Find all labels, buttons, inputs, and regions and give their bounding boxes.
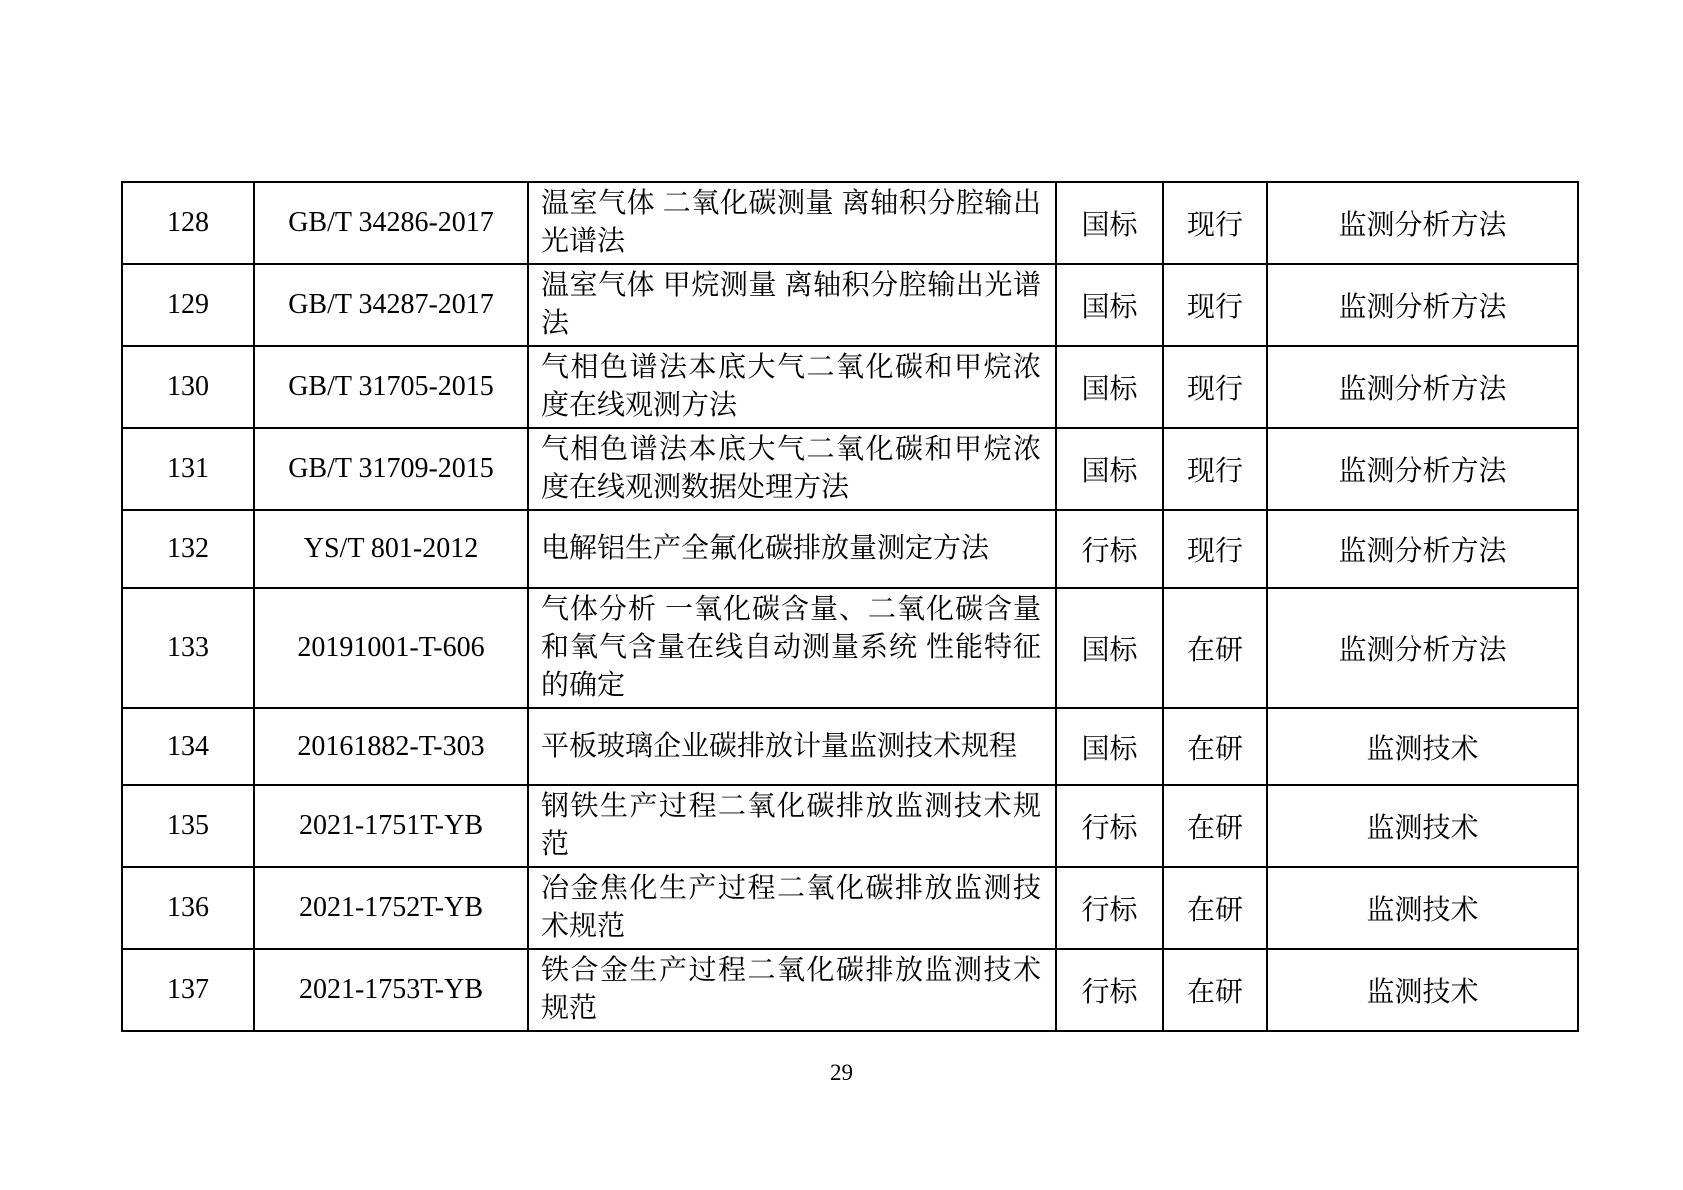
cell-name: 温室气体 甲烷测量 离轴积分腔输出光谱法 <box>528 264 1056 346</box>
cell-code: 2021-1751T-YB <box>254 785 528 867</box>
table-row <box>122 867 1578 949</box>
cell-type: 行标 <box>1056 867 1163 949</box>
cell-num: 130 <box>122 346 254 428</box>
cell-type: 行标 <box>1056 510 1163 588</box>
cell-name: 钢铁生产过程二氧化碳排放监测技术规范 <box>528 785 1056 867</box>
cell-name: 平板玻璃企业碳排放计量监测技术规程 <box>528 708 1056 785</box>
cell-num: 131 <box>122 428 254 510</box>
standards-table-body <box>122 182 1578 1031</box>
cell-type: 国标 <box>1056 708 1163 785</box>
cell-type: 国标 <box>1056 428 1163 510</box>
cell-name: 气体分析 一氧化碳含量、二氧化碳含量和氧气含量在线自动测量系统 性能特征的确定 <box>528 588 1056 708</box>
cell-name: 气相色谱法本底大气二氧化碳和甲烷浓度在线观测数据处理方法 <box>528 428 1056 510</box>
cell-num: 136 <box>122 867 254 949</box>
cell-name: 冶金焦化生产过程二氧化碳排放监测技术规范 <box>528 867 1056 949</box>
table-row <box>122 588 1578 708</box>
table-row <box>122 182 1578 264</box>
cell-category: 监测分析方法 <box>1267 588 1578 708</box>
cell-type: 行标 <box>1056 949 1163 1031</box>
cell-num: 133 <box>122 588 254 708</box>
cell-code: 2021-1752T-YB <box>254 867 528 949</box>
table-row <box>122 510 1578 588</box>
page-number: 29 <box>830 1060 853 1085</box>
cell-status: 现行 <box>1163 428 1267 510</box>
cell-category: 监测分析方法 <box>1267 264 1578 346</box>
cell-name: 气相色谱法本底大气二氧化碳和甲烷浓度在线观测方法 <box>528 346 1056 428</box>
cell-category: 监测分析方法 <box>1267 428 1578 510</box>
cell-category: 监测技术 <box>1267 785 1578 867</box>
cell-num: 128 <box>122 182 254 264</box>
cell-category: 监测分析方法 <box>1267 510 1578 588</box>
cell-num: 132 <box>122 510 254 588</box>
cell-code: 20191001-T-606 <box>254 588 528 708</box>
cell-num: 129 <box>122 264 254 346</box>
cell-code: GB/T 31709-2015 <box>254 428 528 510</box>
cell-num: 137 <box>122 949 254 1031</box>
cell-status: 在研 <box>1163 708 1267 785</box>
cell-name: 温室气体 二氧化碳测量 离轴积分腔输出光谱法 <box>528 182 1056 264</box>
table-row <box>122 949 1578 1031</box>
table-row <box>122 428 1578 510</box>
cell-name: 电解铝生产全氟化碳排放量测定方法 <box>528 510 1056 588</box>
table-row <box>122 785 1578 867</box>
cell-code: GB/T 34286-2017 <box>254 182 528 264</box>
cell-status: 现行 <box>1163 264 1267 346</box>
cell-code: 2021-1753T-YB <box>254 949 528 1031</box>
cell-name: 铁合金生产过程二氧化碳排放监测技术规范 <box>528 949 1056 1031</box>
table-row <box>122 708 1578 785</box>
cell-category: 监测技术 <box>1267 867 1578 949</box>
cell-status: 在研 <box>1163 949 1267 1031</box>
cell-type: 国标 <box>1056 588 1163 708</box>
cell-category: 监测分析方法 <box>1267 346 1578 428</box>
cell-status: 现行 <box>1163 510 1267 588</box>
cell-type: 国标 <box>1056 182 1163 264</box>
cell-type: 国标 <box>1056 346 1163 428</box>
cell-type: 国标 <box>1056 264 1163 346</box>
cell-category: 监测技术 <box>1267 949 1578 1031</box>
cell-status: 现行 <box>1163 346 1267 428</box>
table-row <box>122 346 1578 428</box>
cell-code: 20161882-T-303 <box>254 708 528 785</box>
cell-num: 134 <box>122 708 254 785</box>
cell-code: YS/T 801-2012 <box>254 510 528 588</box>
cell-status: 现行 <box>1163 182 1267 264</box>
cell-num: 135 <box>122 785 254 867</box>
cell-category: 监测分析方法 <box>1267 182 1578 264</box>
cell-status: 在研 <box>1163 588 1267 708</box>
cell-status: 在研 <box>1163 867 1267 949</box>
cell-code: GB/T 31705-2015 <box>254 346 528 428</box>
table-row <box>122 264 1578 346</box>
cell-code: GB/T 34287-2017 <box>254 264 528 346</box>
cell-type: 行标 <box>1056 785 1163 867</box>
cell-category: 监测技术 <box>1267 708 1578 785</box>
cell-status: 在研 <box>1163 785 1267 867</box>
standards-table <box>121 181 1579 1032</box>
